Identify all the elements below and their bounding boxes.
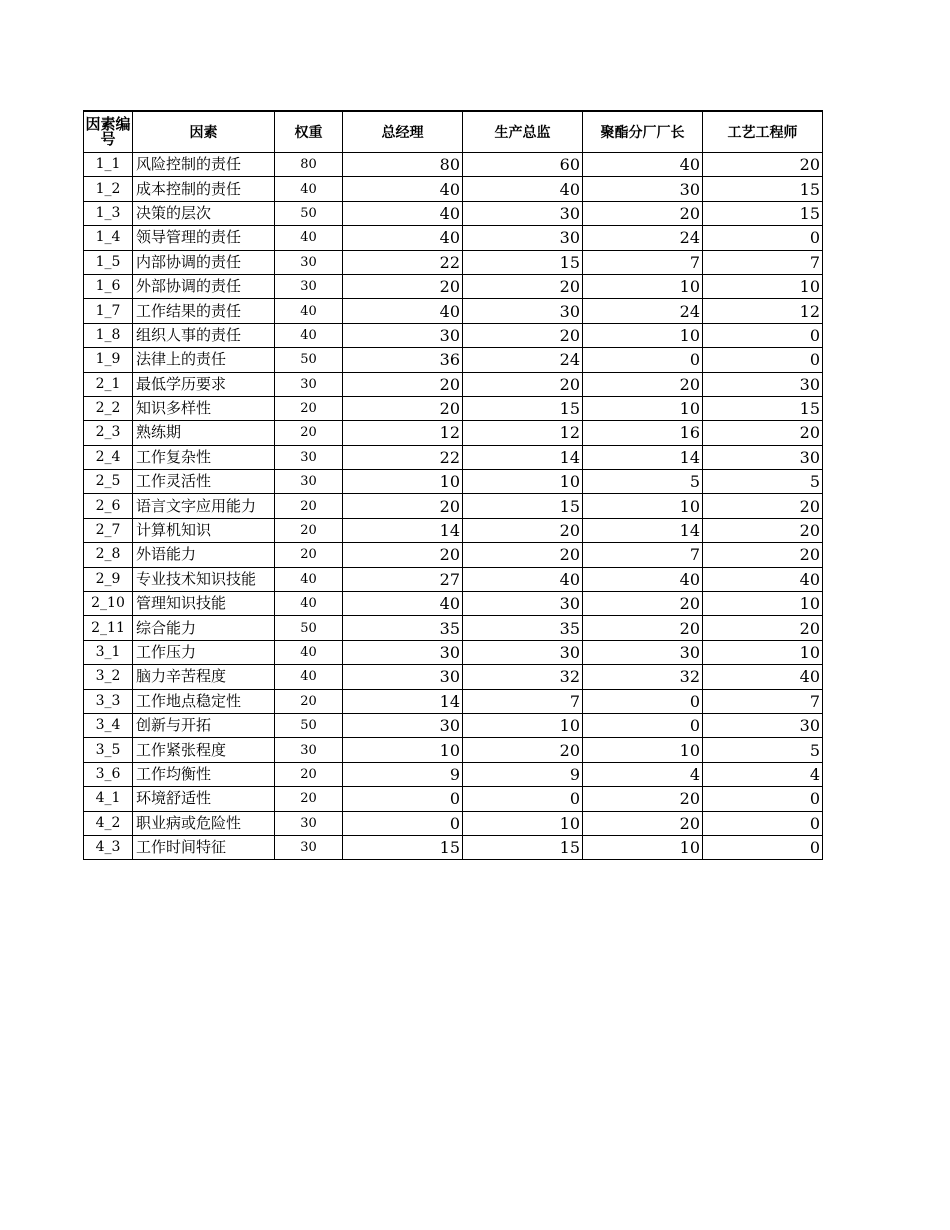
table-row: [84, 494, 823, 518]
factor-name-cell: 工作紧张程度: [133, 738, 275, 762]
weight-cell: 20: [275, 787, 343, 811]
production-director-score: 20: [463, 543, 583, 567]
general-manager-score: 22: [343, 445, 463, 469]
weight-cell: 30: [275, 250, 343, 274]
weight-cell: 50: [275, 713, 343, 737]
plant-manager-score: 0: [583, 713, 703, 737]
production-director-score: 40: [463, 177, 583, 201]
weight-cell: 30: [275, 835, 343, 859]
header-general-manager: 总经理: [343, 111, 463, 153]
weight-cell: 20: [275, 396, 343, 420]
production-director-score: 30: [463, 226, 583, 250]
table-row: [84, 543, 823, 567]
table-row: [84, 592, 823, 616]
process-engineer-score: 0: [703, 348, 823, 372]
table-row: [84, 348, 823, 372]
factor-weight-table: [83, 110, 823, 860]
factor-name-cell: 工作地点稳定性: [133, 689, 275, 713]
process-engineer-score: 12: [703, 299, 823, 323]
table-row: [84, 518, 823, 542]
weight-cell: 20: [275, 689, 343, 713]
factor-id-cell: 1_1: [84, 153, 133, 177]
weight-cell: 40: [275, 299, 343, 323]
general-manager-score: 35: [343, 616, 463, 640]
general-manager-score: 40: [343, 177, 463, 201]
process-engineer-score: 4: [703, 762, 823, 786]
process-engineer-score: 30: [703, 445, 823, 469]
weight-cell: 30: [275, 470, 343, 494]
table-row: [84, 372, 823, 396]
production-director-score: 15: [463, 494, 583, 518]
process-engineer-score: 20: [703, 543, 823, 567]
factor-id-cell: 2_4: [84, 445, 133, 469]
process-engineer-score: 15: [703, 396, 823, 420]
header-factor: 因素: [133, 111, 275, 153]
plant-manager-score: 30: [583, 640, 703, 664]
general-manager-score: 14: [343, 518, 463, 542]
weight-cell: 50: [275, 201, 343, 225]
weight-cell: 50: [275, 348, 343, 372]
plant-manager-score: 5: [583, 470, 703, 494]
process-engineer-score: 10: [703, 640, 823, 664]
general-manager-score: 12: [343, 421, 463, 445]
factor-id-cell: 2_9: [84, 567, 133, 591]
general-manager-score: 40: [343, 201, 463, 225]
factor-id-cell: 2_11: [84, 616, 133, 640]
process-engineer-score: 15: [703, 177, 823, 201]
factor-id-cell: 3_5: [84, 738, 133, 762]
weight-cell: 50: [275, 616, 343, 640]
plant-manager-score: 10: [583, 274, 703, 298]
general-manager-score: 10: [343, 738, 463, 762]
table-row: [84, 201, 823, 225]
process-engineer-score: 5: [703, 738, 823, 762]
production-director-score: 30: [463, 299, 583, 323]
production-director-score: 20: [463, 518, 583, 542]
process-engineer-score: 20: [703, 421, 823, 445]
weight-cell: 40: [275, 323, 343, 347]
general-manager-score: 30: [343, 713, 463, 737]
production-director-score: 24: [463, 348, 583, 372]
production-director-score: 30: [463, 592, 583, 616]
production-director-score: 15: [463, 835, 583, 859]
production-director-score: 30: [463, 201, 583, 225]
plant-manager-score: 20: [583, 616, 703, 640]
plant-manager-score: 7: [583, 543, 703, 567]
factor-name-cell: 工作压力: [133, 640, 275, 664]
production-director-score: 30: [463, 640, 583, 664]
plant-manager-score: 14: [583, 518, 703, 542]
general-manager-score: 20: [343, 372, 463, 396]
factor-name-cell: 语言文字应用能力: [133, 494, 275, 518]
general-manager-score: 40: [343, 592, 463, 616]
general-manager-score: 40: [343, 226, 463, 250]
factor-name-cell: 内部协调的责任: [133, 250, 275, 274]
table-row: [84, 299, 823, 323]
general-manager-score: 14: [343, 689, 463, 713]
factor-name-cell: 领导管理的责任: [133, 226, 275, 250]
process-engineer-score: 10: [703, 592, 823, 616]
general-manager-score: 30: [343, 665, 463, 689]
process-engineer-score: 30: [703, 372, 823, 396]
factor-id-cell: 2_7: [84, 518, 133, 542]
production-director-score: 15: [463, 396, 583, 420]
process-engineer-score: 0: [703, 835, 823, 859]
factor-name-cell: 工作时间特征: [133, 835, 275, 859]
factor-name-cell: 职业病或危险性: [133, 811, 275, 835]
production-director-score: 35: [463, 616, 583, 640]
weight-cell: 20: [275, 762, 343, 786]
factor-id-cell: 3_3: [84, 689, 133, 713]
production-director-score: 40: [463, 567, 583, 591]
factor-name-cell: 法律上的责任: [133, 348, 275, 372]
factor-name-cell: 最低学历要求: [133, 372, 275, 396]
production-director-score: 60: [463, 153, 583, 177]
factor-id-cell: 2_6: [84, 494, 133, 518]
factor-name-cell: 工作结果的责任: [133, 299, 275, 323]
table-row: [84, 835, 823, 859]
production-director-score: 32: [463, 665, 583, 689]
weight-cell: 40: [275, 640, 343, 664]
plant-manager-score: 7: [583, 250, 703, 274]
general-manager-score: 22: [343, 250, 463, 274]
factor-id-cell: 4_3: [84, 835, 133, 859]
general-manager-score: 10: [343, 470, 463, 494]
production-director-score: 14: [463, 445, 583, 469]
table-row: [84, 811, 823, 835]
table-body: [84, 153, 823, 860]
production-director-score: 10: [463, 713, 583, 737]
table-row: [84, 274, 823, 298]
production-director-score: 20: [463, 372, 583, 396]
weight-cell: 20: [275, 494, 343, 518]
weight-cell: 20: [275, 518, 343, 542]
weight-cell: 40: [275, 567, 343, 591]
weight-cell: 40: [275, 226, 343, 250]
table-row: [84, 323, 823, 347]
plant-manager-score: 20: [583, 201, 703, 225]
production-director-score: 0: [463, 787, 583, 811]
plant-manager-score: 0: [583, 689, 703, 713]
plant-manager-score: 40: [583, 153, 703, 177]
factor-id-cell: 3_1: [84, 640, 133, 664]
factor-id-cell: 2_2: [84, 396, 133, 420]
table-row: [84, 396, 823, 420]
factor-name-cell: 熟练期: [133, 421, 275, 445]
factor-name-cell: 计算机知识: [133, 518, 275, 542]
plant-manager-score: 10: [583, 835, 703, 859]
factor-id-cell: 2_5: [84, 470, 133, 494]
factor-name-cell: 综合能力: [133, 616, 275, 640]
plant-manager-score: 32: [583, 665, 703, 689]
plant-manager-score: 10: [583, 323, 703, 347]
header-row: [84, 111, 823, 153]
production-director-score: 9: [463, 762, 583, 786]
production-director-score: 20: [463, 738, 583, 762]
process-engineer-score: 0: [703, 323, 823, 347]
production-director-score: 20: [463, 323, 583, 347]
weight-cell: 30: [275, 811, 343, 835]
process-engineer-score: 40: [703, 665, 823, 689]
factor-name-cell: 外语能力: [133, 543, 275, 567]
table-row: [84, 226, 823, 250]
process-engineer-score: 0: [703, 811, 823, 835]
table-row: [84, 713, 823, 737]
weight-cell: 30: [275, 445, 343, 469]
production-director-score: 12: [463, 421, 583, 445]
factor-name-cell: 创新与开拓: [133, 713, 275, 737]
general-manager-score: 20: [343, 396, 463, 420]
factor-id-cell: 1_8: [84, 323, 133, 347]
table-row: [84, 616, 823, 640]
process-engineer-score: 20: [703, 518, 823, 542]
factor-id-cell: 3_6: [84, 762, 133, 786]
table-row: [84, 470, 823, 494]
general-manager-score: 30: [343, 323, 463, 347]
process-engineer-score: 0: [703, 787, 823, 811]
table-row: [84, 153, 823, 177]
process-engineer-score: 10: [703, 274, 823, 298]
weight-cell: 40: [275, 592, 343, 616]
plant-manager-score: 14: [583, 445, 703, 469]
plant-manager-score: 24: [583, 299, 703, 323]
production-director-score: 20: [463, 274, 583, 298]
header-weight: 权重: [275, 111, 343, 153]
plant-manager-score: 10: [583, 738, 703, 762]
factor-id-cell: 1_7: [84, 299, 133, 323]
table-row: [84, 640, 823, 664]
plant-manager-score: 40: [583, 567, 703, 591]
factor-name-cell: 决策的层次: [133, 201, 275, 225]
plant-manager-score: 20: [583, 372, 703, 396]
plant-manager-score: 10: [583, 494, 703, 518]
general-manager-score: 0: [343, 811, 463, 835]
factor-name-cell: 专业技术知识技能: [133, 567, 275, 591]
factor-id-cell: 1_9: [84, 348, 133, 372]
weight-cell: 40: [275, 665, 343, 689]
header-production-director: 生产总监: [463, 111, 583, 153]
process-engineer-score: 7: [703, 250, 823, 274]
factor-name-cell: 管理知识技能: [133, 592, 275, 616]
plant-manager-score: 16: [583, 421, 703, 445]
plant-manager-score: 10: [583, 396, 703, 420]
table-row: [84, 445, 823, 469]
plant-manager-score: 4: [583, 762, 703, 786]
general-manager-score: 27: [343, 567, 463, 591]
factor-name-cell: 环境舒适性: [133, 787, 275, 811]
factor-name-cell: 组织人事的责任: [133, 323, 275, 347]
general-manager-score: 20: [343, 543, 463, 567]
production-director-score: 10: [463, 470, 583, 494]
header-factor-id: 因素编号: [84, 111, 133, 153]
general-manager-score: 9: [343, 762, 463, 786]
table-row: [84, 738, 823, 762]
factor-id-cell: 4_2: [84, 811, 133, 835]
table-row: [84, 177, 823, 201]
factor-name-cell: 工作复杂性: [133, 445, 275, 469]
factor-id-cell: 4_1: [84, 787, 133, 811]
general-manager-score: 36: [343, 348, 463, 372]
factor-id-cell: 3_4: [84, 713, 133, 737]
process-engineer-score: 20: [703, 153, 823, 177]
factor-id-cell: 2_1: [84, 372, 133, 396]
factor-name-cell: 成本控制的责任: [133, 177, 275, 201]
process-engineer-score: 40: [703, 567, 823, 591]
factor-name-cell: 脑力辛苦程度: [133, 665, 275, 689]
process-engineer-score: 7: [703, 689, 823, 713]
table-row: [84, 665, 823, 689]
factor-id-cell: 2_8: [84, 543, 133, 567]
weight-cell: 30: [275, 372, 343, 396]
general-manager-score: 80: [343, 153, 463, 177]
factor-id-cell: 2_10: [84, 592, 133, 616]
factor-name-cell: 风险控制的责任: [133, 153, 275, 177]
factor-name-cell: 知识多样性: [133, 396, 275, 420]
weight-cell: 40: [275, 177, 343, 201]
plant-manager-score: 24: [583, 226, 703, 250]
weight-cell: 20: [275, 421, 343, 445]
process-engineer-score: 20: [703, 616, 823, 640]
factor-id-cell: 1_3: [84, 201, 133, 225]
process-engineer-score: 5: [703, 470, 823, 494]
production-director-score: 15: [463, 250, 583, 274]
general-manager-score: 0: [343, 787, 463, 811]
factor-id-cell: 3_2: [84, 665, 133, 689]
plant-manager-score: 30: [583, 177, 703, 201]
weight-cell: 30: [275, 274, 343, 298]
general-manager-score: 30: [343, 640, 463, 664]
process-engineer-score: 20: [703, 494, 823, 518]
weight-cell: 30: [275, 738, 343, 762]
production-director-score: 10: [463, 811, 583, 835]
plant-manager-score: 20: [583, 592, 703, 616]
plant-manager-score: 20: [583, 787, 703, 811]
table-row: [84, 787, 823, 811]
process-engineer-score: 15: [703, 201, 823, 225]
general-manager-score: 20: [343, 494, 463, 518]
factor-name-cell: 工作灵活性: [133, 470, 275, 494]
table-row: [84, 250, 823, 274]
header-plant-manager: 聚酯分厂厂长: [583, 111, 703, 153]
table-row: [84, 421, 823, 445]
table-row: [84, 567, 823, 591]
weight-cell: 20: [275, 543, 343, 567]
general-manager-score: 20: [343, 274, 463, 298]
production-director-score: 7: [463, 689, 583, 713]
table-row: [84, 762, 823, 786]
weight-cell: 80: [275, 153, 343, 177]
factor-id-cell: 1_2: [84, 177, 133, 201]
plant-manager-score: 0: [583, 348, 703, 372]
factor-id-cell: 1_5: [84, 250, 133, 274]
factor-id-cell: 2_3: [84, 421, 133, 445]
process-engineer-score: 0: [703, 226, 823, 250]
header-process-engineer: 工艺工程师: [703, 111, 823, 153]
process-engineer-score: 30: [703, 713, 823, 737]
general-manager-score: 15: [343, 835, 463, 859]
general-manager-score: 40: [343, 299, 463, 323]
factor-id-cell: 1_6: [84, 274, 133, 298]
factor-name-cell: 外部协调的责任: [133, 274, 275, 298]
table-row: [84, 689, 823, 713]
plant-manager-score: 20: [583, 811, 703, 835]
factor-name-cell: 工作均衡性: [133, 762, 275, 786]
factor-id-cell: 1_4: [84, 226, 133, 250]
